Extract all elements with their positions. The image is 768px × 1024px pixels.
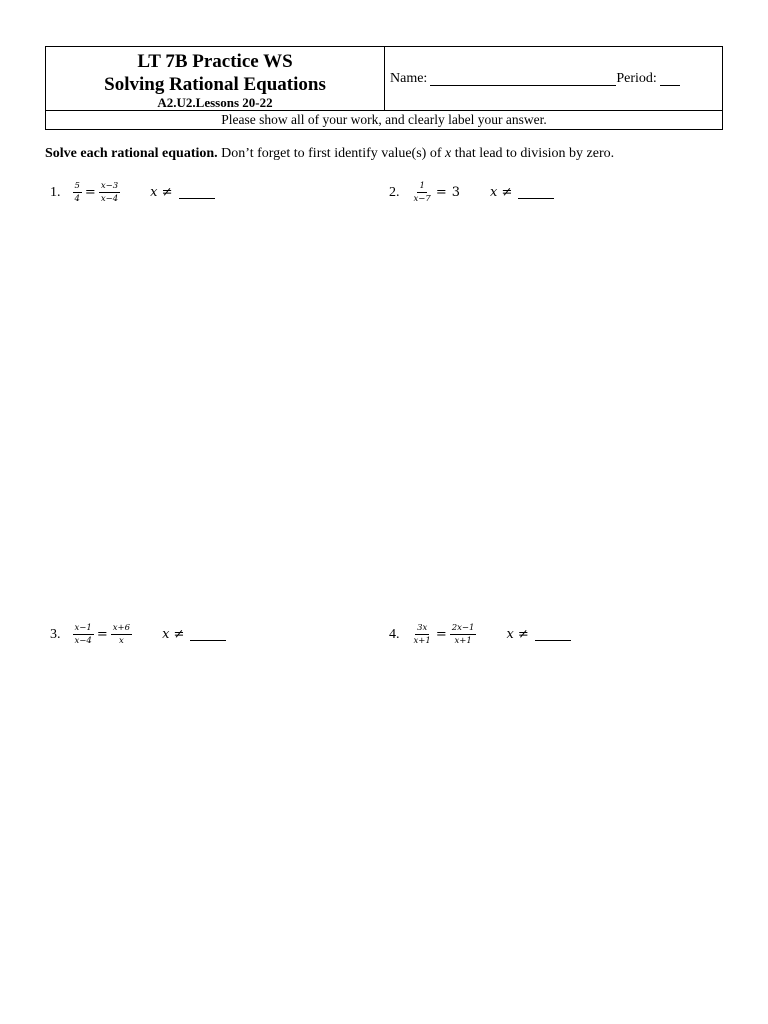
problem-number: 3. xyxy=(50,626,61,642)
lhs-fraction xyxy=(412,623,433,646)
lesson-reference: A2.U2.Lessons 20-22 xyxy=(157,95,273,110)
problem-number: 2. xyxy=(389,184,400,200)
denominator: x−4 xyxy=(100,194,119,204)
equals-sign: = xyxy=(435,627,447,642)
header-table xyxy=(45,46,723,130)
denominator: x+1 xyxy=(454,636,472,646)
excluded-value-blank[interactable] xyxy=(179,186,215,199)
title-cell xyxy=(46,47,385,110)
directions-text-2: that lead to division by zero. xyxy=(451,146,615,161)
lhs-fraction xyxy=(73,181,82,204)
worksheet-title: LT 7B Practice WS xyxy=(137,51,293,72)
period-label: Period: xyxy=(616,70,657,86)
rhs-value: 3 xyxy=(451,185,461,200)
directions xyxy=(45,146,614,162)
excluded-value-label: x ≠ xyxy=(162,627,185,642)
excluded-value-label: x ≠ xyxy=(490,185,513,200)
denominator: x−7 xyxy=(413,194,431,204)
excluded-value-blank[interactable] xyxy=(518,186,554,199)
rhs-fraction xyxy=(450,623,477,646)
problem-1 xyxy=(50,181,215,204)
equals-sign: = xyxy=(96,627,108,642)
numerator: 1 xyxy=(419,181,425,191)
problem-number: 4. xyxy=(389,626,400,642)
name-period-cell xyxy=(385,47,722,110)
denominator: x+1 xyxy=(413,636,431,646)
numerator: x−3 xyxy=(100,181,119,191)
lhs-fraction xyxy=(73,623,94,646)
worksheet-topic: Solving Rational Equations xyxy=(104,74,326,95)
excluded-value-blank[interactable] xyxy=(535,628,571,641)
problem-2 xyxy=(389,181,554,204)
name-blank[interactable] xyxy=(430,71,616,86)
problem-number: 1. xyxy=(50,184,61,200)
instructions: Please show all of your work, and clearly label your answer. xyxy=(221,112,547,127)
equals-sign: = xyxy=(435,185,447,200)
rhs-fraction xyxy=(99,181,120,204)
period-blank[interactable] xyxy=(660,71,680,86)
name-label: Name: xyxy=(390,70,428,86)
rhs-fraction xyxy=(111,623,132,646)
lhs-fraction xyxy=(412,181,433,204)
denominator: 4 xyxy=(74,194,80,204)
excluded-value-label: x ≠ xyxy=(150,185,173,200)
excluded-value-blank[interactable] xyxy=(190,628,226,641)
header-row xyxy=(46,47,722,111)
problem-3 xyxy=(50,623,226,646)
equals-sign: = xyxy=(84,185,96,200)
directions-text-1: Don’t forget to first identify value(s) of xyxy=(217,146,445,161)
problem-4 xyxy=(389,623,571,646)
denominator: x−4 xyxy=(74,636,92,646)
numerator: x+6 xyxy=(112,623,131,633)
directions-bold: Solve each rational equation. xyxy=(45,146,218,161)
numerator: 3x xyxy=(417,623,428,633)
numerator: 2x−1 xyxy=(451,623,475,633)
excluded-value-label: x ≠ xyxy=(506,627,529,642)
denominator: x xyxy=(119,636,124,646)
numerator: x−1 xyxy=(74,623,92,633)
numerator: 5 xyxy=(74,181,80,191)
directions-variable: x xyxy=(445,146,452,161)
